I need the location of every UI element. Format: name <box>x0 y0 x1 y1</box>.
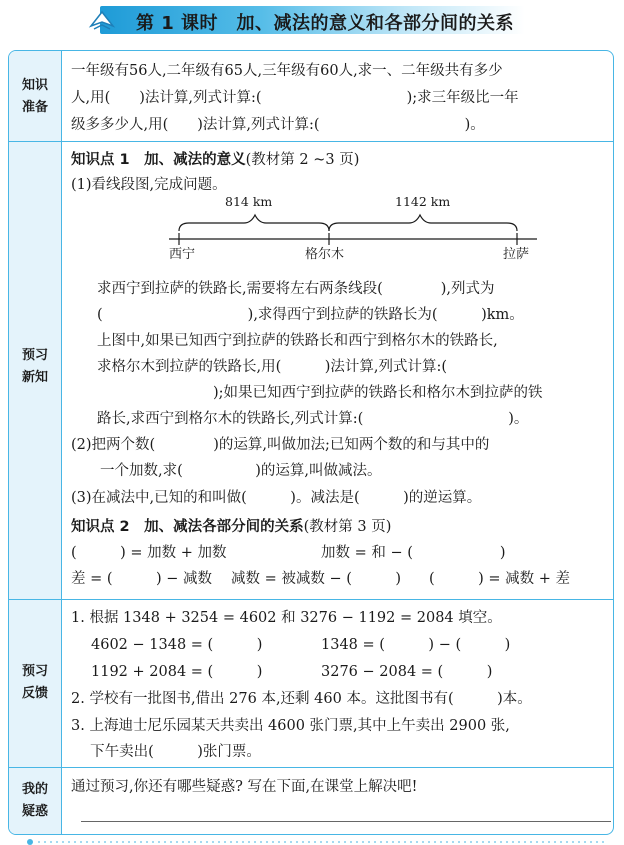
relation-minuend: 差 = ( ) − 减数 <box>71 571 213 587</box>
problem-1c: 1192 + 2084 = ( ) <box>91 664 263 680</box>
q1-line: 路长,求西宁到格尔木的铁路长,列式计算:( )。 <box>97 411 529 427</box>
section-label-prep: 知识 准备 <box>21 78 48 115</box>
relation-addend: 加数 = 和 − ( ) <box>321 545 506 561</box>
city-xining: 西宁 <box>169 247 196 262</box>
kp2-title: 知识点 2 加、减法各部分间的关系 <box>71 519 304 535</box>
kp1-heading <box>71 150 359 170</box>
kp1-title: 知识点 1 加、减法的意义 <box>71 152 246 168</box>
prep-line: 人,用( )法计算,列式计算:( );求三年级比一年 <box>71 90 519 106</box>
book-icon <box>88 6 116 34</box>
problem-1b: 1348 = ( ) − ( ) <box>321 637 511 653</box>
q1-line: ( ),求得西宁到拉萨的铁路长为( )km。 <box>97 307 524 323</box>
q2-line: (2)把两个数( )的运算,叫做加法;已知两个数的和与其中的 <box>71 437 490 453</box>
problem-1a: 4602 − 1348 = ( ) <box>91 637 263 653</box>
section-divider <box>9 141 613 142</box>
section-divider <box>9 767 613 768</box>
problem-3-line2: 下午卖出( )张门票。 <box>71 744 261 760</box>
problem-3-line1: 3. 上海迪士尼乐园某天共卖出 4600 张门票,其中上午卖出 2900 张, <box>71 718 510 734</box>
q3-line: (3)在减法中,已知的和叫做( )。减法是( )的逆运算。 <box>71 490 482 506</box>
problem-2: 2. 学校有一批图书,借出 276 本,还剩 460 本。这批图书有( )本。 <box>71 691 532 707</box>
answer-line[interactable] <box>81 821 611 822</box>
relation-sum: ( ) = 加数 + 加数 <box>71 545 227 561</box>
section-sidebar <box>9 51 62 834</box>
q1-line: 上图中,如果已知西宁到拉萨的铁路长和西宁到格尔木的铁路长, <box>97 333 498 349</box>
relation-subtrahend: 减数 = 被减数 − ( ) <box>231 571 402 587</box>
section-label-preview: 预习 新知 <box>21 348 48 385</box>
q1-line: 求西宁到拉萨的铁路长,需要将左右两条线段( ),列式为 <box>97 281 495 297</box>
worksheet-frame <box>8 50 614 835</box>
segment-right-length: 1142 km <box>395 194 451 209</box>
q2-line: 一个加数,求( )的运算,叫做减法。 <box>71 463 382 479</box>
city-lhasa: 拉萨 <box>503 247 530 262</box>
doubts-prompt: 通过预习,你还有哪些疑惑? 写在下面,在课堂上解决吧! <box>71 779 418 795</box>
lesson-title: 第 1 课时 加、减法的意义和各部分间的关系 <box>136 13 515 34</box>
segment-diagram <box>169 194 539 265</box>
q1-line: );如果已知西宁到拉萨的铁路长和格尔木到拉萨的铁 <box>97 385 543 401</box>
section-label-doubts: 我的 疑惑 <box>21 782 48 819</box>
segment-left-length: 814 km <box>225 194 273 209</box>
problem-1d: 3276 − 2084 = ( ) <box>321 664 493 680</box>
city-golmud: 格尔木 <box>305 247 345 262</box>
footer-decoration <box>8 838 618 845</box>
kp2-reference: (教材第 3 页) <box>303 519 392 535</box>
section-label-feedback: 预习 反馈 <box>21 664 48 701</box>
section-divider <box>9 599 613 600</box>
prep-line: 一年级有56人,二年级有65人,三年级有60人,求一、二年级共有多少 <box>71 63 503 79</box>
relation-difference: ( ) = 减数 + 差 <box>429 571 571 587</box>
kp1-reference: (教材第 2 ~3 页) <box>245 152 360 168</box>
problem-1-intro: 1. 根据 1348 + 3254 = 4602 和 3276 − 1192 = 2084 填空。 <box>71 610 502 626</box>
q1-intro: (1)看线段图,完成问题。 <box>71 177 227 193</box>
prep-line: 级多多少人,用( )法计算,列式计算:( )。 <box>71 117 485 133</box>
q1-line: 求格尔木到拉萨的铁路长,用( )法计算,列式计算:( <box>97 359 448 375</box>
kp2-heading <box>71 517 391 537</box>
